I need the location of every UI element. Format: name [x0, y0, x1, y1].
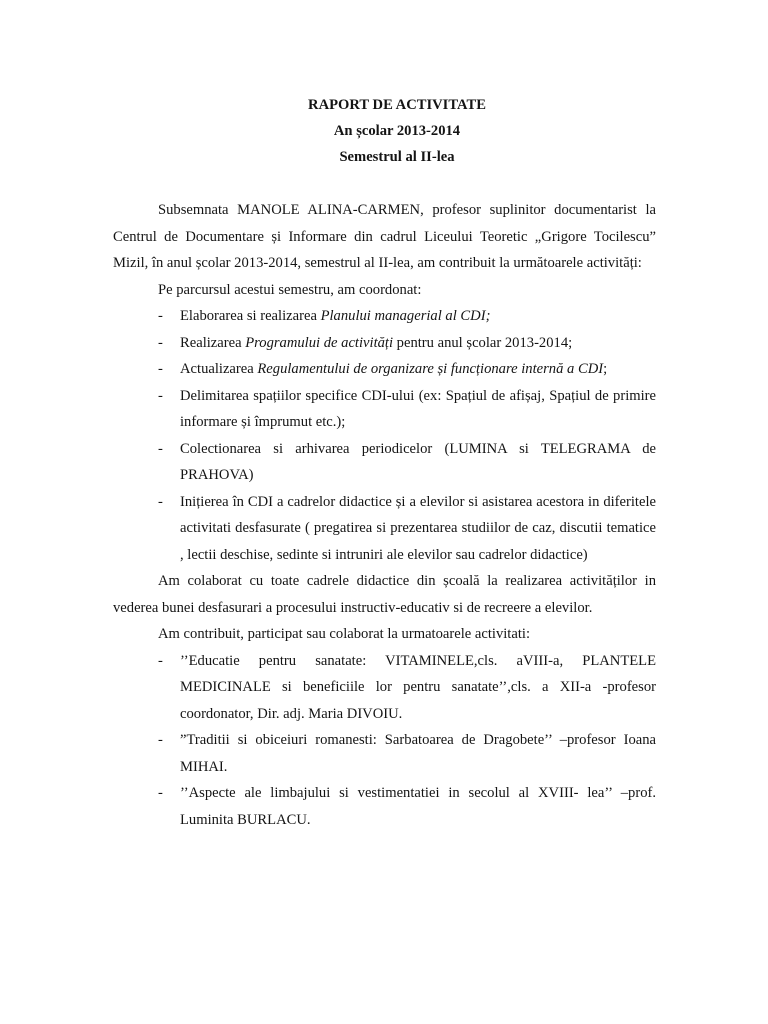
item-text: ”Traditii si obiceiuri romanesti: Sarbatoarea de Dragobete’’ –profesor Ioana MIHAI. — [180, 732, 656, 775]
item-text: Actualizarea — [180, 361, 258, 377]
item-emphasis: Regulamentului de organizare și funcționare internă a CDI — [257, 361, 604, 377]
item-text: ; — [603, 361, 608, 377]
coordination-list — [113, 303, 656, 568]
item-text: ’’Educatie pentru sanatate: VITAMINELE,cls. aVIII-a, PLANTELE MEDICINALE si beneficiile lor pentru sanatate’’,cls. a XII-a -profesor coordonator, Dir. adj. Maria DIVOIU. — [180, 652, 656, 722]
report-body — [113, 197, 656, 833]
list-item — [113, 356, 656, 383]
collaboration-paragraph: Am colaborat cu toate cadrele didactice din școală la realizarea activităților in vederea bunei desfasurari a procesului instructiv-educativ si de recreere a elevilor. — [113, 573, 656, 616]
coordination-intro: Pe parcursul acestui semestru, am coordonat: — [158, 281, 422, 298]
list-item — [113, 383, 656, 436]
list-item — [113, 330, 656, 357]
report-title: RAPORT DE ACTIVITATE — [308, 97, 486, 113]
list-dash: - — [158, 334, 163, 351]
list-item — [113, 303, 656, 330]
item-text: Colectionarea si arhivarea periodicelor (LUMINA si TELEGRAMA de PRAHOVA) — [180, 440, 656, 483]
list-dash: - — [158, 387, 163, 404]
list-item — [113, 489, 656, 569]
item-text: Realizarea — [180, 334, 246, 351]
list-dash: - — [158, 308, 163, 324]
contribution-list — [113, 648, 656, 834]
list-dash: - — [158, 493, 163, 510]
item-text: Elaborarea si realizarea — [180, 308, 321, 324]
item-text: Delimitarea spațiilor specifice CDI-ului (ex: Spațiul de afișaj, Spațiul de primire informare și împrumut etc.); — [180, 387, 656, 430]
list-item — [113, 648, 656, 728]
intro-paragraph: Subsemnata MANOLE ALINA-CARMEN, profesor suplinitor documentarist la Centrul de Documentare și Informare din cadrul Liceului Teoretic „Grigore Tocilescu” Mizil, în anul școlar 2013-2014, semestrul al II-lea, am contribuit la următoarele activități: — [113, 202, 656, 271]
list-item — [113, 436, 656, 489]
item-emphasis: Planului managerial al CDI; — [320, 308, 491, 324]
item-text: pentru anul școlar 2013-2014; — [393, 334, 573, 351]
list-item — [113, 780, 656, 833]
item-text: Inițierea în CDI a cadrelor didactice și a elevilor si asistarea acestora in diferitele activitati desfasurate ( pregatirea si prezentarea studiilor de caz, discutii tematice , lectii deschise, sedinte si intruniri ale elevilor sau cadrelor didactice) — [180, 493, 656, 563]
list-dash: - — [158, 652, 163, 669]
list-dash: - — [158, 785, 163, 801]
list-dash: - — [158, 440, 163, 457]
list-item — [113, 727, 656, 780]
list-dash: - — [158, 732, 163, 748]
school-year: An școlar 2013-2014 — [333, 123, 461, 139]
report-header — [0, 92, 768, 170]
item-emphasis: Programului de activități — [245, 334, 394, 351]
semester: Semestrul al II-lea — [339, 149, 455, 165]
item-text: ’’Aspecte ale limbajului si vestimentatiei in secolul al XVIII- lea’’ –prof. Luminita BURLACU. — [180, 785, 656, 828]
list-dash: - — [158, 361, 163, 377]
contribution-intro: Am contribuit, participat sau colaborat la urmatoarele activitati: — [158, 626, 530, 642]
